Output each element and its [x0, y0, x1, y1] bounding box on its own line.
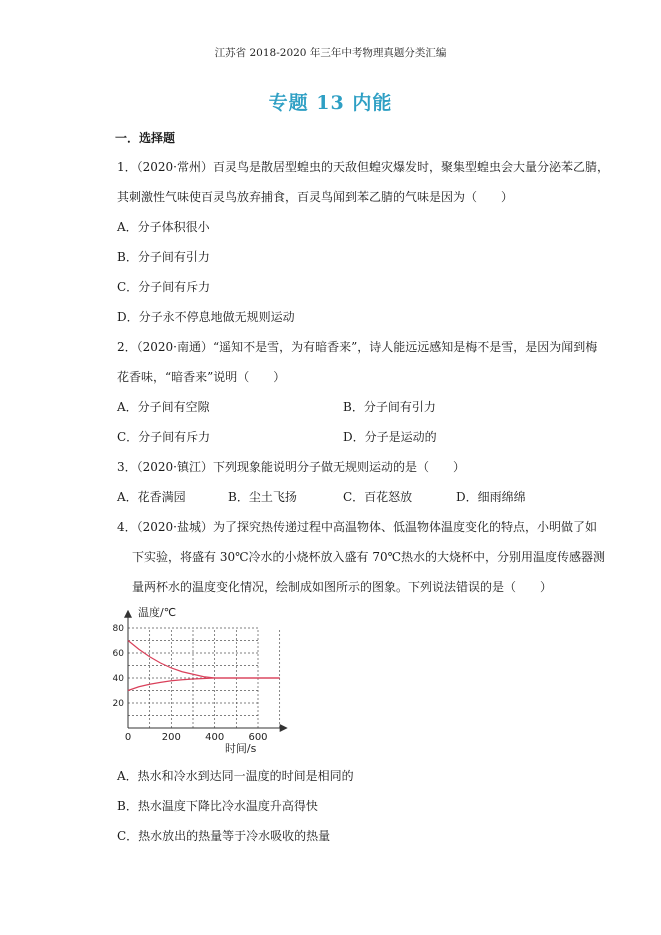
q4-option-c: C．热水放出的热量等于冷水吸收的热量: [117, 829, 331, 843]
temperature-chart: [110, 600, 300, 760]
q2-option-c: C．分子间有斥力: [117, 430, 211, 444]
q1-option-d: D．分子永不停息地做无规则运动: [117, 310, 295, 324]
y-axis-label: 温度/℃: [138, 605, 177, 619]
q1-line2: 其刺激性气味使百灵鸟放弃捕食，百灵鸟闻到苯乙腈的气味是因为（ ）: [117, 190, 514, 204]
q3-option-b: B．尘土飞扬: [228, 490, 297, 504]
series-line-1: [128, 678, 280, 691]
y-tick-label: 80: [112, 624, 124, 634]
q4-line2: 下实验，将盛有 30℃冷水的小烧杯放入盛有 70℃热水的大烧杯中，分别用温度传感器测: [132, 550, 606, 564]
x-tick-label: 400: [205, 732, 225, 743]
section-heading: 一．选择题: [115, 131, 176, 145]
q4-line3: 量两杯水的温度变化情况，绘制成如图所示的图象。下列说法错误的是（ ）: [132, 580, 553, 594]
q3-line1: 3．（2020·镇江）下列现象能说明分子做无规则运动的是（ ）: [117, 460, 465, 474]
x-tick-label: 0: [124, 732, 132, 743]
q3-option-a: A．花香满园: [117, 490, 186, 504]
y-tick-label: 60: [112, 649, 124, 659]
q1-line1: 1．（2020·常州）百灵鸟是散居型蝗虫的天敌但蝗灾爆发时，聚集型蝗虫会大量分泌苯乙腈，: [117, 160, 609, 174]
q1-option-b: B．分子间有引力: [117, 250, 210, 264]
q1-option-c: C．分子间有斥力: [117, 280, 211, 294]
page-header: 江苏省 2018-2020 年三年中考物理真题分类汇编: [214, 47, 447, 59]
q4-option-a: A．热水和冷水到达同一温度的时间是相同的: [117, 769, 354, 783]
q4-line1: 4．（2020·盐城）为了探究热传递过程中高温物体、低温物体温度变化的特点，小明做了如: [117, 520, 597, 534]
x-axis-label: 时间/s: [224, 742, 257, 755]
y-tick-label: 40: [112, 674, 124, 684]
q2-option-d: D．分子是运动的: [343, 430, 437, 444]
q3-option-c: C．百花怒放: [343, 490, 413, 504]
x-tick-label: 200: [161, 732, 181, 743]
q2-option-b: B．分子间有引力: [343, 400, 436, 414]
x-tick-label: 600: [248, 732, 268, 743]
q1-option-a: A．分子体积很小: [117, 220, 210, 234]
q3-option-d: D．细雨绵绵: [456, 490, 526, 504]
q2-line1: 2．（2020·南通）“遥知不是雪，为有暗香来”，诗人能远远感知是梅不是雪，是因为闻到梅: [117, 340, 598, 354]
page-title: 专题 13 内能: [268, 92, 393, 114]
series-line-0: [128, 641, 280, 679]
y-tick-label: 20: [112, 699, 124, 709]
q4-option-b: B．热水温度下降比冷水温度升高得快: [117, 799, 318, 813]
q2-option-a: A．分子间有空隙: [117, 400, 210, 414]
q2-line2: 花香味，“暗香来”说明（ ）: [117, 370, 286, 384]
